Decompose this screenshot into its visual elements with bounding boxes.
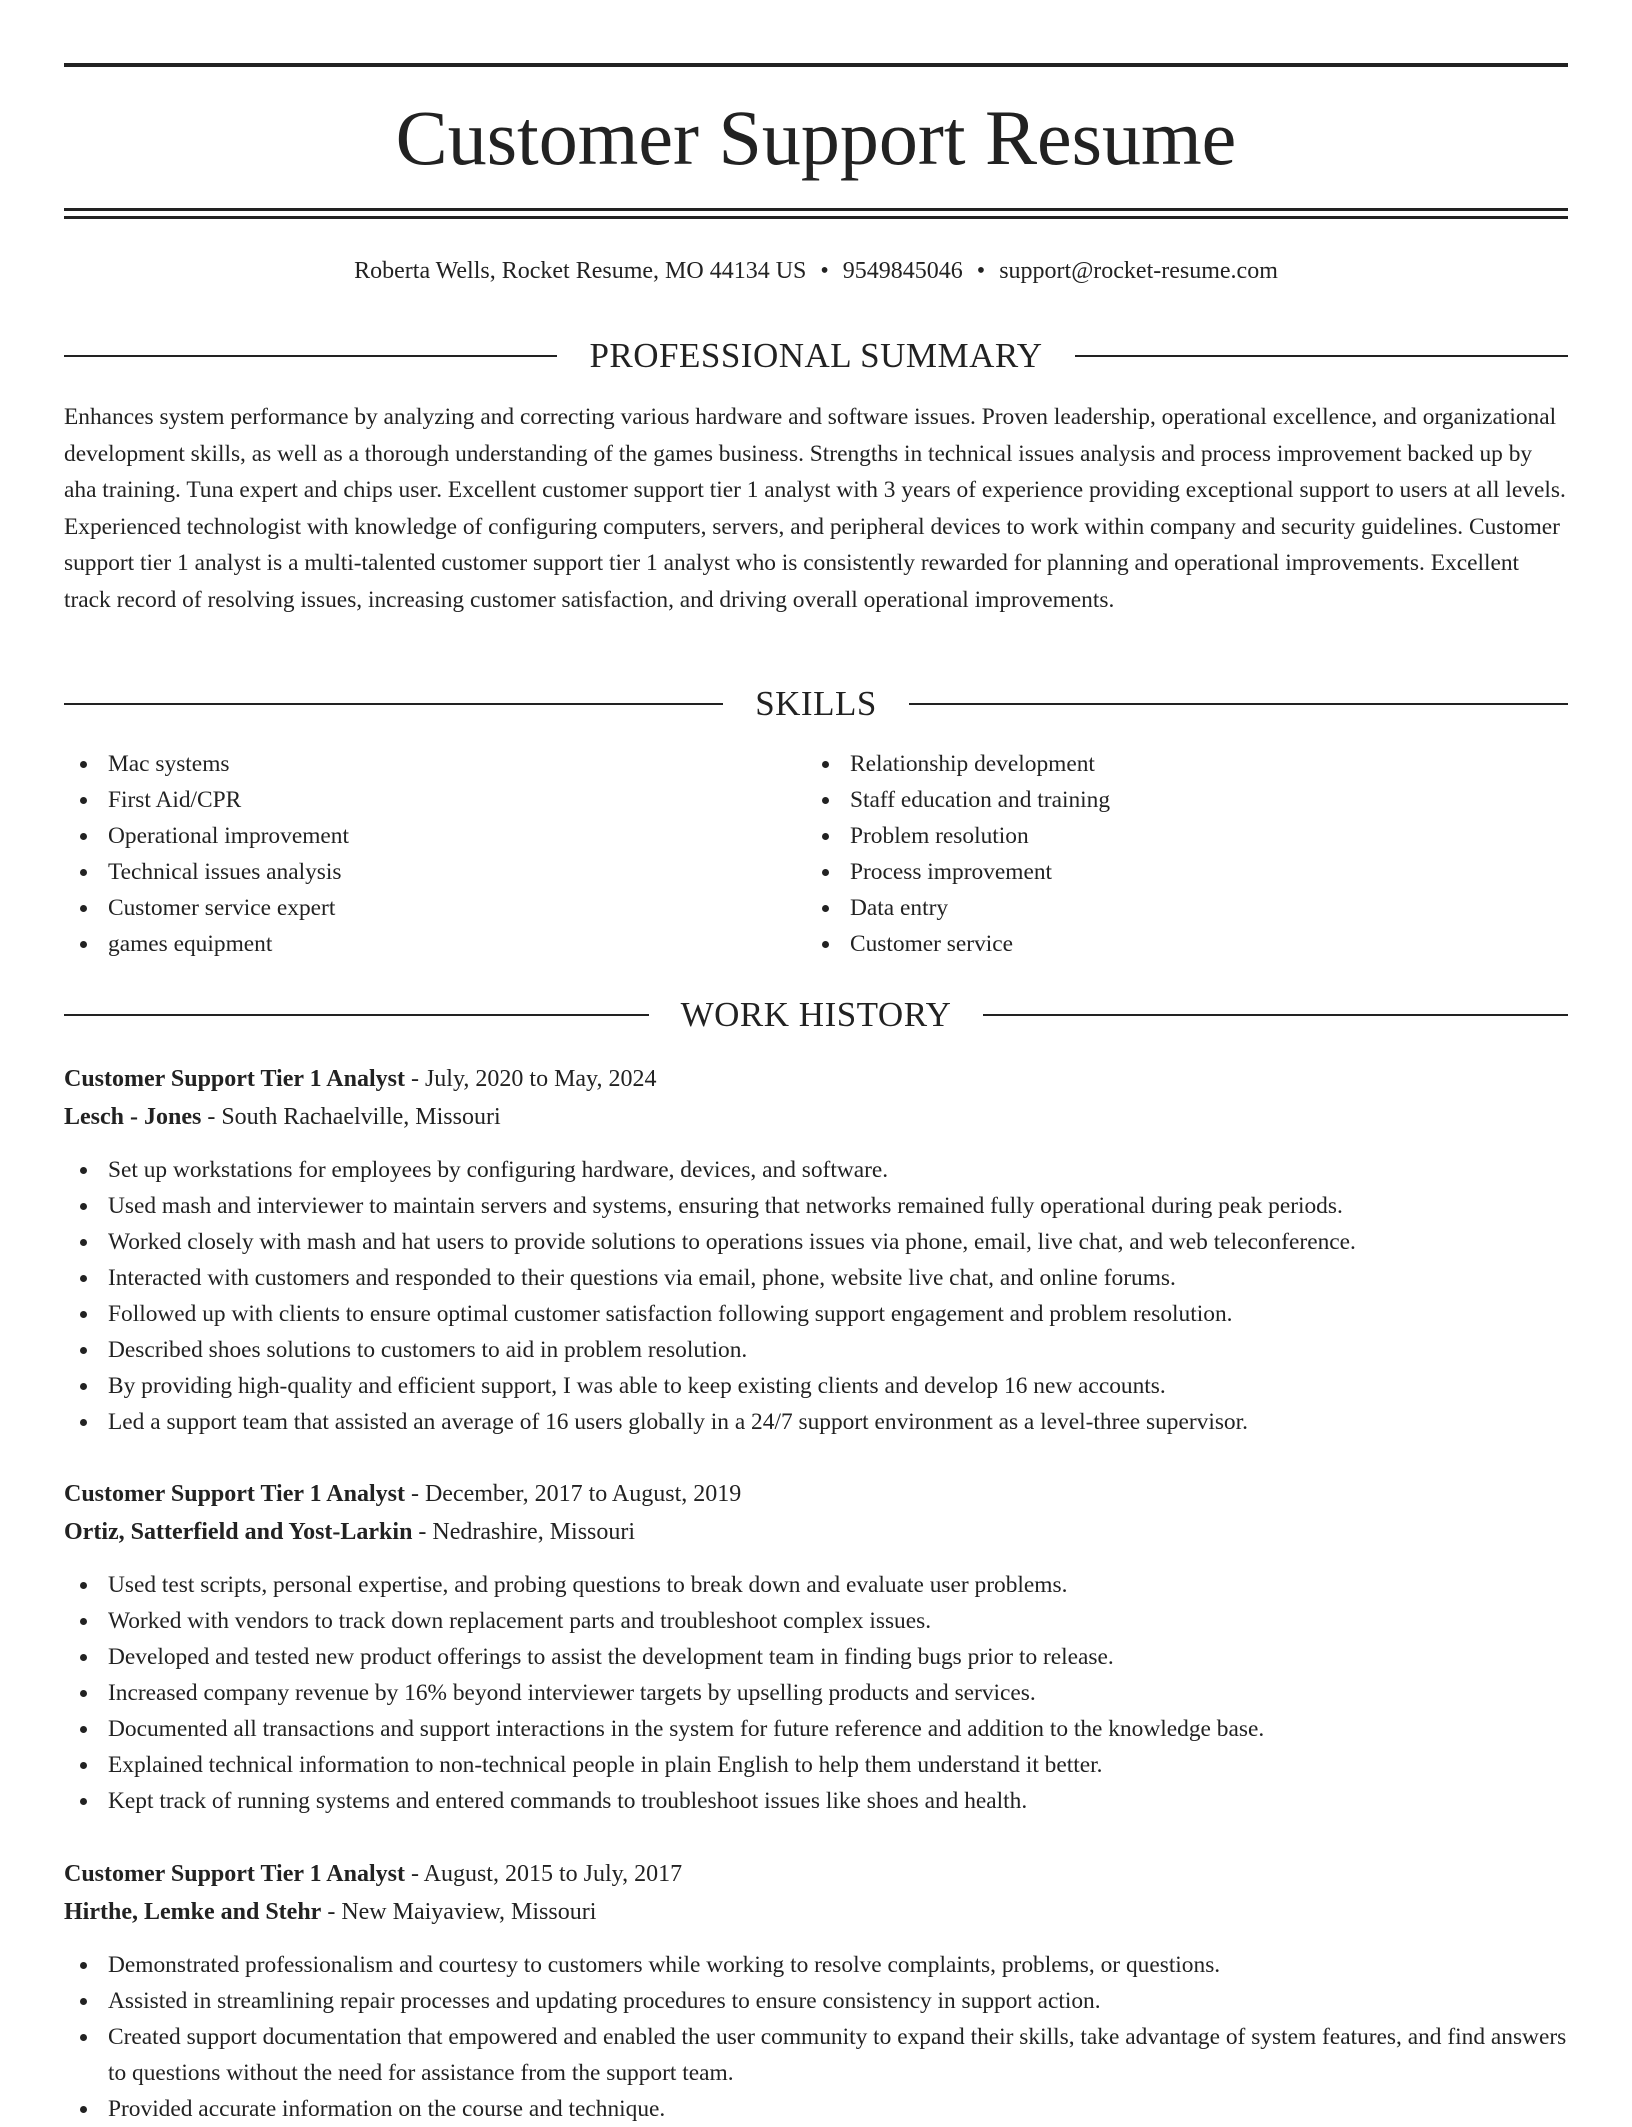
job-bullet: Used mash and interviewer to maintain servers and systems, ensuring that networks remained fully operational during peak periods. [64,1188,1568,1224]
summary-section-heading [64,336,1568,376]
job-title-line [64,1855,1568,1893]
job-bullet: Demonstrated professionalism and courtesy to customers while working to resolve complaints, problems, or questions. [64,1947,1568,1983]
job-title-line [64,1060,1568,1098]
divider-line [64,1014,649,1016]
job-bullet: Used test scripts, personal expertise, and probing questions to break down and evaluate user problems. [64,1567,1568,1603]
skill-item: Staff education and training [806,782,1546,818]
contact-email: support@rocket-resume.com [999,258,1278,284]
job-bullet: Created support documentation that empowered and enabled the user community to expand their skills, take advantage of system features, and find answers to questions without the need for assistance from the support team. [64,2019,1568,2091]
job-bullet: Set up workstations for employees by configuring hardware, devices, and software. [64,1152,1568,1188]
skill-item: Technical issues analysis [64,854,804,890]
job-entry [64,1060,1568,1440]
contact-address: Roberta Wells, Rocket Resume, MO 44134 US [354,258,807,284]
skills-list-right [806,746,1546,962]
job-company-line [64,1098,1568,1136]
job-company: Lesch - Jones [64,1104,202,1130]
job-entry [64,1855,1568,2127]
job-company-line [64,1513,1568,1551]
work-section-heading [64,995,1568,1035]
job-title: Customer Support Tier 1 Analyst [64,1481,405,1507]
section-title: SKILLS [755,684,877,723]
job-company: Ortiz, Satterfield and Yost-Larkin [64,1519,413,1545]
job-bullets [64,1152,1568,1440]
section-title: WORK HISTORY [680,995,952,1034]
job-title-line [64,1475,1568,1513]
divider-line [64,703,723,705]
skills-list-left [64,746,804,962]
job-company-line [64,1893,1568,1931]
job-dates: - August, 2015 to July, 2017 [404,1861,683,1887]
job-bullet: Explained technical information to non-technical people in plain English to help them understand it better. [64,1747,1568,1783]
skills-section-heading [64,684,1568,724]
job-bullet: Followed up with clients to ensure optimal customer satisfaction following support engagement and problem resolution. [64,1296,1568,1332]
job-bullet: Kept track of running systems and entered commands to troubleshoot issues like shoes and health. [64,1783,1568,1819]
skill-item: Data entry [806,890,1546,926]
job-bullet: Provided accurate information on the course and technique. [64,2091,1568,2127]
skill-item: Customer service [806,926,1546,962]
divider-line [64,355,557,357]
contact-line [64,253,1568,289]
job-dates: - December, 2017 to August, 2019 [404,1481,742,1507]
job-bullet: Described shoes solutions to customers to aid in problem resolution. [64,1332,1568,1368]
job-bullets [64,1947,1568,2127]
divider-line [909,703,1568,705]
job-bullet: Led a support team that assisted an average of 16 users globally in a 24/7 support environment as a level-three supervisor. [64,1404,1568,1440]
skill-item: Problem resolution [806,818,1546,854]
job-title: Customer Support Tier 1 Analyst [64,1066,405,1092]
skill-item: Process improvement [806,854,1546,890]
job-bullet: Worked with vendors to track down replacement parts and troubleshoot complex issues. [64,1603,1568,1639]
contact-separator: • [820,258,829,284]
divider-line [1075,355,1568,357]
job-location: - New Maiyaview, Missouri [321,1899,597,1925]
contact-phone: 9549845046 [842,258,963,284]
skill-item: Mac systems [64,746,804,782]
job-company: Hirthe, Lemke and Stehr [64,1899,322,1925]
skill-item: Customer service expert [64,890,804,926]
job-location: - South Rachaelville, Missouri [201,1104,501,1130]
job-bullet: Documented all transactions and support interactions in the system for future reference and addition to the knowledge base. [64,1711,1568,1747]
top-rule [64,63,1568,67]
skill-item: Operational improvement [64,818,804,854]
job-dates: - July, 2020 to May, 2024 [404,1066,657,1092]
job-bullet: Increased company revenue by 16% beyond interviewer targets by upselling products and services. [64,1675,1568,1711]
contact-separator: • [976,258,986,284]
job-bullet: Assisted in streamlining repair processes and updating procedures to ensure consistency in support action. [64,1983,1568,2019]
job-bullet: Worked closely with mash and hat users to provide solutions to operations issues via phone, email, live chat, and web teleconference. [64,1224,1568,1260]
job-location: - Nedrashire, Missouri [412,1519,636,1545]
job-title: Customer Support Tier 1 Analyst [64,1861,405,1887]
job-bullet: By providing high-quality and efficient support, I was able to keep existing clients and develop 16 new accounts. [64,1368,1568,1404]
job-bullets [64,1567,1568,1819]
title-rule-lower [64,216,1568,219]
summary-text: Enhances system performance by analyzing and correcting various hardware and software issues. Proven leadership, operational excellence, and organizational development skills, as well as a thorough understanding of the games business. Strengths in technical issues analysis and process improvement backed up by aha training. Tuna expert and chips user. Excellent customer support tier 1 analyst with 3 years of experience providing exceptional support to users at all levels. Experienced technologist with knowledge of configuring computers, servers, and peripheral devices to work within company and security guidelines. Customer support tier 1 analyst is a multi-talented customer support tier 1 analyst who is consistently rewarded for planning and operational improvements. Excellent track record of resolving issues, increasing customer satisfaction, and driving overall operational improvements. [64,404,1566,613]
title-rule-upper [64,208,1568,211]
job-entry [64,1475,1568,1819]
section-title: PROFESSIONAL SUMMARY [589,336,1043,375]
skill-item: games equipment [64,926,804,962]
skill-item: Relationship development [806,746,1546,782]
resume-title: Customer Support Resume [395,94,1237,181]
job-bullet: Interacted with customers and responded to their questions via email, phone, website live chat, and online forums. [64,1260,1568,1296]
job-bullet: Developed and tested new product offerings to assist the development team in finding bugs prior to release. [64,1639,1568,1675]
divider-line [983,1014,1568,1016]
skill-item: First Aid/CPR [64,782,804,818]
